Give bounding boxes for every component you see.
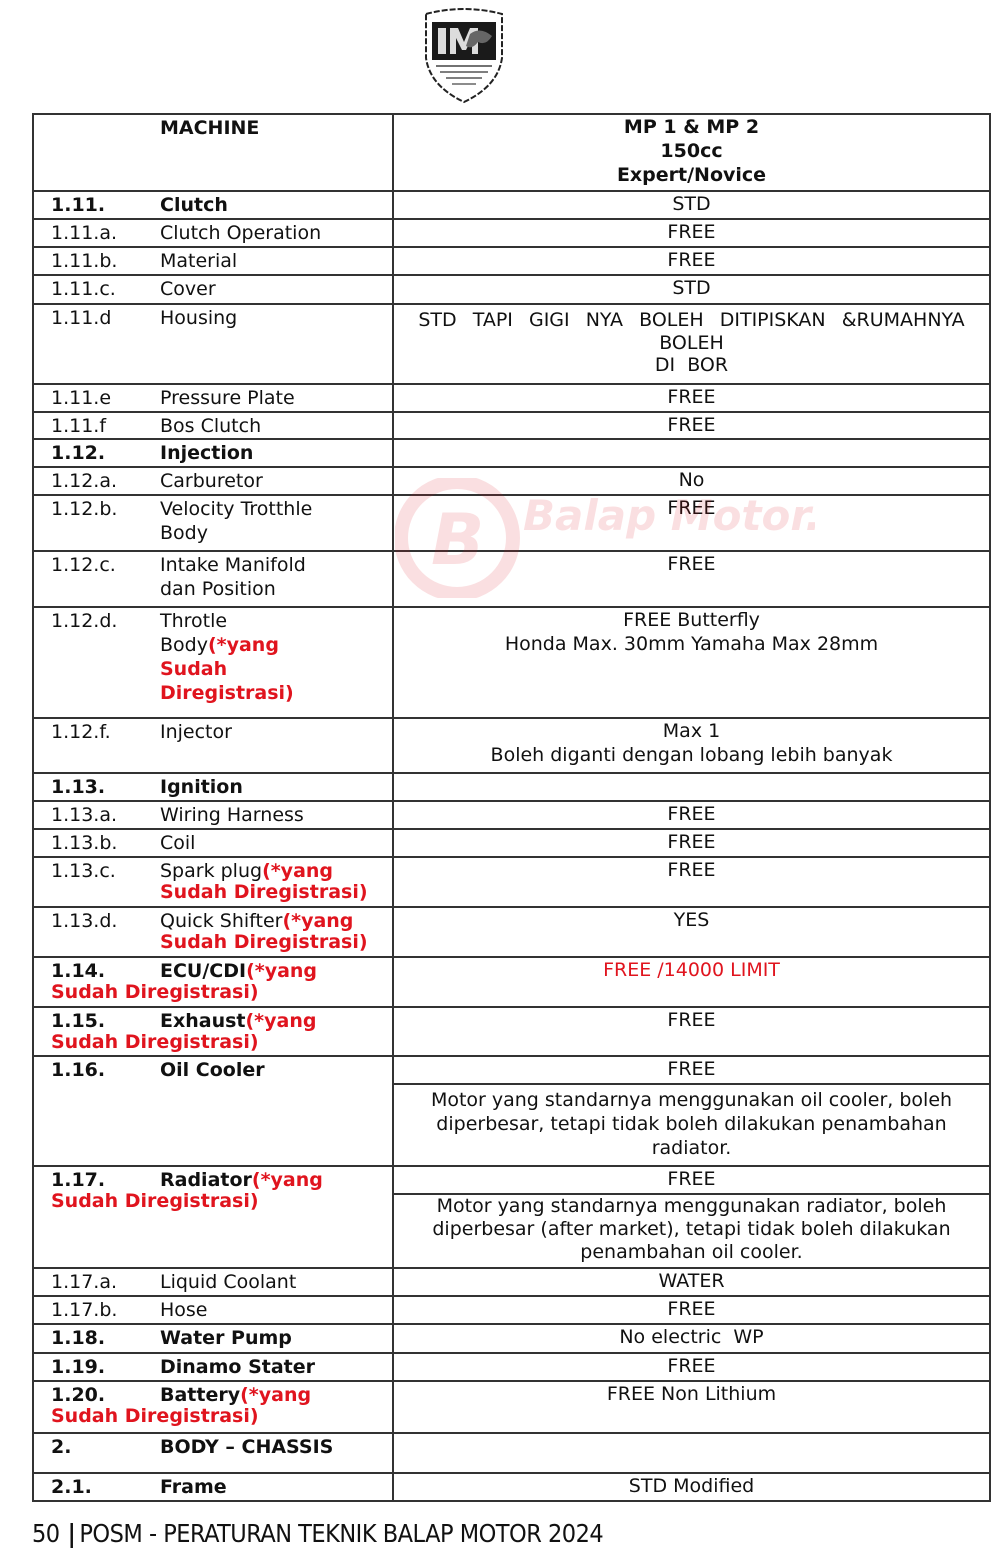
- ims-shield-logo: [418, 6, 510, 106]
- value-text: FREE: [667, 249, 716, 271]
- item-number: 1.11.d: [51, 307, 112, 329]
- value-detail-cell: [393, 1084, 990, 1166]
- value-text: FREE: [667, 553, 716, 575]
- item-label-text: Ignition: [160, 776, 243, 798]
- table-row: [33, 857, 990, 907]
- value-text: FREE: [667, 386, 716, 408]
- value-cell: [393, 1381, 990, 1433]
- table-row: [33, 1433, 990, 1473]
- item-number: 1.13.b.: [51, 832, 118, 854]
- value-text: FREE: [667, 1298, 716, 1320]
- value-cell: [393, 1268, 990, 1296]
- item-number: 1.17.: [51, 1169, 106, 1191]
- value-cell: [393, 191, 990, 219]
- registration-note: (*yang: [282, 910, 354, 932]
- table-row: [33, 384, 990, 412]
- value-cell: [393, 495, 990, 551]
- registration-note-line: Diregistrasi): [160, 682, 294, 704]
- item-cell: [33, 384, 393, 412]
- table-row: [33, 1166, 990, 1194]
- item-label: [34, 1434, 392, 1459]
- value-text: FREE: [667, 221, 716, 243]
- table-row: [33, 607, 990, 718]
- item-cell: [33, 1056, 393, 1166]
- item-label-text: Radiator: [160, 1169, 252, 1191]
- item-number: 1.13.c.: [51, 860, 116, 882]
- item-cell: [33, 1381, 393, 1433]
- item-number: 1.13.d.: [51, 910, 118, 932]
- value-text: STD: [672, 193, 711, 215]
- value-text: FREE: [667, 859, 716, 881]
- item-cell: [33, 907, 393, 957]
- item-label-text: Hose: [160, 1299, 208, 1321]
- item-cell: [33, 1296, 393, 1324]
- value-cell: [393, 607, 990, 718]
- value-cell: [393, 412, 990, 439]
- value-cell: [393, 907, 990, 957]
- value-text: WATER: [658, 1270, 725, 1292]
- item-number: 1.11.f: [51, 415, 107, 437]
- header-class-line: MP 1 & MP 2: [623, 116, 760, 138]
- item-cell: [33, 801, 393, 829]
- item-label-text: Cover: [160, 278, 216, 300]
- value-detail-line: diperbesar, tetapi tidak boleh dilakukan penambahan: [436, 1113, 947, 1135]
- registration-note-line: Sudah Diregistrasi): [51, 1031, 259, 1053]
- value-detail-line: radiator.: [651, 1137, 732, 1159]
- value-text: FREE: [667, 803, 716, 825]
- item-cell: [33, 957, 393, 1007]
- registration-note-line: Sudah Diregistrasi): [51, 1405, 259, 1427]
- footer-separator: |: [67, 1519, 76, 1548]
- item-number: 1.11.b.: [51, 250, 118, 272]
- item-number: 2.: [51, 1436, 72, 1458]
- value-cell: [393, 1056, 990, 1084]
- value-text: FREE: [667, 414, 716, 436]
- watermark-text: Balap Motor: [523, 491, 806, 540]
- item-number: 1.19.: [51, 1356, 106, 1378]
- item-cell: [33, 439, 393, 467]
- item-label-line: Intake Manifold: [160, 554, 306, 576]
- item-label-text: Clutch Operation: [160, 222, 322, 244]
- item-cell: [33, 191, 393, 219]
- item-label-text: Dinamo Stater: [160, 1356, 316, 1378]
- item-label-text: Liquid Coolant: [160, 1271, 297, 1293]
- table-row: [33, 801, 990, 829]
- table-row: [33, 439, 990, 467]
- registration-note-line: Sudah Diregistrasi): [51, 1190, 259, 1212]
- item-cell: [33, 1353, 393, 1381]
- value-text: FREE Non Lithium: [606, 1383, 777, 1405]
- item-label-line: Body: [160, 522, 208, 544]
- table-row: [33, 1007, 990, 1056]
- registration-note: (*yang: [245, 1010, 317, 1032]
- value-cell: [393, 1166, 990, 1194]
- table-row: [33, 304, 990, 384]
- registration-note: (*yang: [262, 860, 334, 882]
- value-detail-line: diperbesar (after market), tetapi tidak boleh dilakukan: [432, 1218, 951, 1240]
- item-number: 1.18.: [51, 1327, 106, 1349]
- item-number: 1.12.c.: [51, 554, 116, 576]
- value-text: No: [678, 469, 705, 491]
- registration-note: (*yang: [251, 1169, 323, 1191]
- item-label-text: Housing: [160, 307, 238, 329]
- item-cell: [33, 1433, 393, 1473]
- item-label-text: Carburetor: [160, 470, 263, 492]
- item-label-text: Bos Clutch: [160, 415, 262, 437]
- value-cell: [393, 1433, 990, 1473]
- value-cell: [393, 1353, 990, 1381]
- value-cell: [393, 857, 990, 907]
- item-cell: [33, 495, 393, 551]
- table-row: [33, 829, 990, 857]
- item-label-text: BODY – CHASSIS: [160, 1436, 334, 1458]
- item-number: 1.11.a.: [51, 222, 118, 244]
- table-row: [33, 1473, 990, 1501]
- item-label-text: Quick Shifter: [160, 910, 283, 932]
- item-label-text: Coil: [160, 832, 196, 854]
- item-number: 1.12.d.: [51, 610, 118, 632]
- value-cell: [393, 829, 990, 857]
- value-cell: [393, 1324, 990, 1353]
- table-row: [33, 907, 990, 957]
- item-number: 1.12.a.: [51, 470, 118, 492]
- item-label-text: Material: [160, 250, 238, 272]
- item-label-text: ECU/CDI: [160, 960, 247, 982]
- value-text: FREE: [667, 831, 716, 853]
- value-line: BOLEH: [659, 332, 724, 354]
- table-row: [33, 1353, 990, 1381]
- value-text: FREE: [667, 1058, 716, 1080]
- value-cell: [393, 219, 990, 247]
- item-label-line: dan Position: [160, 578, 276, 600]
- item-cell: [33, 1166, 393, 1268]
- header-class-line: 150cc: [660, 140, 723, 162]
- registration-note: (*yang: [246, 960, 318, 982]
- value-line: Boleh diganti dengan lobang lebih banyak: [490, 744, 893, 766]
- value-cell: [393, 551, 990, 607]
- item-number: 1.15.: [51, 1010, 106, 1032]
- value-line: FREE Butterfly: [623, 609, 760, 631]
- table-header-row: [33, 114, 990, 191]
- item-label-line: Throtle: [160, 610, 228, 632]
- item-cell: [33, 304, 393, 384]
- value-cell: [393, 801, 990, 829]
- value-detail-line: Motor yang standarnya menggunakan radiator, boleh: [436, 1195, 947, 1217]
- value-line: Honda Max. 30mm Yamaha Max 28mm: [504, 633, 879, 655]
- registration-note-line: Sudah: [160, 658, 228, 680]
- document-title: POSM - PERATURAN TEKNIK BALAP MOTOR 2024: [79, 1519, 604, 1548]
- value-detail-line: penambahan oil cooler.: [580, 1241, 803, 1263]
- item-number: 1.11.: [51, 194, 106, 216]
- item-number: 1.12.b.: [51, 498, 118, 520]
- table-row: [33, 1324, 990, 1353]
- value-line: STD TAPI GIGI NYA BOLEH DITIPISKAN &RUMAHNYA: [418, 309, 965, 331]
- item-cell: [33, 412, 393, 439]
- table-row: [33, 957, 990, 1007]
- item-label-text: Water Pump: [160, 1327, 292, 1349]
- item-number: 2.1.: [51, 1476, 92, 1498]
- item-label-line: Velocity Trotthle: [160, 498, 313, 520]
- value-text: STD: [672, 277, 711, 299]
- table-row: [33, 191, 990, 219]
- item-label-text: Battery: [160, 1384, 241, 1406]
- value-text: FREE: [667, 1009, 716, 1031]
- value-text: FREE: [667, 1168, 716, 1190]
- page-footer: [32, 1519, 603, 1548]
- item-number: 1.11.e: [51, 387, 112, 409]
- item-number: 1.12.: [51, 442, 106, 464]
- value-cell: [393, 467, 990, 495]
- table-row: [33, 467, 990, 495]
- value-detail-line: Motor yang standarnya menggunakan oil cooler, boleh: [430, 1089, 953, 1111]
- table-row: [33, 219, 990, 247]
- machine-spec-table: [32, 113, 991, 1502]
- table-row: [33, 718, 990, 773]
- item-number: 1.20.: [51, 1384, 106, 1406]
- page-number: 50: [32, 1519, 60, 1548]
- value-cell: [393, 247, 990, 275]
- value-cell: [393, 1007, 990, 1056]
- value-text: STD Modified: [628, 1475, 755, 1497]
- header-class-line: Expert/Novice: [616, 164, 767, 186]
- table-row: [33, 1056, 990, 1084]
- item-label-text: Wiring Harness: [160, 804, 304, 826]
- header-machine-label: MACHINE: [160, 117, 260, 139]
- item-cell: [33, 718, 393, 773]
- value-line: DI BOR: [654, 354, 729, 376]
- item-number: 1.16.: [51, 1059, 106, 1081]
- item-cell: [33, 773, 393, 801]
- item-cell: [33, 1473, 393, 1501]
- item-cell: [33, 829, 393, 857]
- item-cell: [33, 247, 393, 275]
- item-label-text: Clutch: [160, 194, 228, 216]
- item-number: 1.14.: [51, 960, 106, 982]
- item-number: 1.17.b.: [51, 1299, 118, 1321]
- item-label-text: Frame: [160, 1476, 227, 1498]
- item-number: 1.12.f.: [51, 721, 111, 743]
- item-cell: [33, 1324, 393, 1353]
- value-cell: [393, 439, 990, 467]
- item-label-text: Injection: [160, 442, 254, 464]
- table-row: [33, 773, 990, 801]
- value-cell: [393, 275, 990, 304]
- value-text: FREE: [667, 1355, 716, 1377]
- item-label-text: Pressure Plate: [160, 387, 295, 409]
- item-label-text: Injector: [160, 721, 232, 743]
- value-text: FREE: [667, 497, 716, 519]
- item-number: 1.13.: [51, 776, 106, 798]
- table-row: [33, 412, 990, 439]
- registration-note: (*yang: [207, 634, 279, 656]
- item-cell: [33, 607, 393, 718]
- item-label-line: [160, 633, 392, 657]
- item-cell: [33, 1268, 393, 1296]
- value-cell: [393, 1296, 990, 1324]
- value-text: No electric WP: [619, 1326, 764, 1348]
- value-cell: [393, 773, 990, 801]
- header-class-cell: [393, 114, 990, 191]
- header-machine-cell: [33, 114, 393, 191]
- item-cell: [33, 467, 393, 495]
- table-row: [33, 1268, 990, 1296]
- table-row: [33, 1296, 990, 1324]
- table-row: [33, 495, 990, 551]
- value-text: YES: [673, 909, 710, 931]
- value-cell: [393, 304, 990, 384]
- value-cell: [393, 718, 990, 773]
- svg-text:B: B: [431, 499, 485, 581]
- value-line: Max 1: [662, 720, 721, 742]
- item-number: 1.17.a.: [51, 1271, 118, 1293]
- item-number: 1.11.c.: [51, 278, 116, 300]
- item-label-text: Oil Cooler: [160, 1059, 265, 1081]
- value-cell: [393, 957, 990, 1007]
- registration-note-line: Sudah Diregistrasi): [160, 881, 368, 903]
- table-row: [33, 275, 990, 304]
- item-label-text: Exhaust: [160, 1010, 246, 1032]
- value-cell: [393, 384, 990, 412]
- item-cell: [33, 275, 393, 304]
- value-detail-cell: [393, 1194, 990, 1268]
- item-label-text: Spark plug: [160, 860, 263, 882]
- item-label-text: Body: [160, 634, 208, 656]
- value-text-highlight: FREE /14000 LIMIT: [603, 959, 780, 981]
- registration-note-line: Sudah Diregistrasi): [51, 981, 259, 1003]
- item-cell: [33, 857, 393, 907]
- table-row: [33, 551, 990, 607]
- value-cell: [393, 1473, 990, 1501]
- item-number: 1.13.a.: [51, 804, 118, 826]
- table-row: [33, 247, 990, 275]
- registration-note: (*yang: [240, 1384, 312, 1406]
- item-cell: [33, 551, 393, 607]
- registration-note-line: Sudah Diregistrasi): [160, 931, 368, 953]
- item-cell: [33, 1007, 393, 1056]
- table-row: [33, 1381, 990, 1433]
- item-cell: [33, 219, 393, 247]
